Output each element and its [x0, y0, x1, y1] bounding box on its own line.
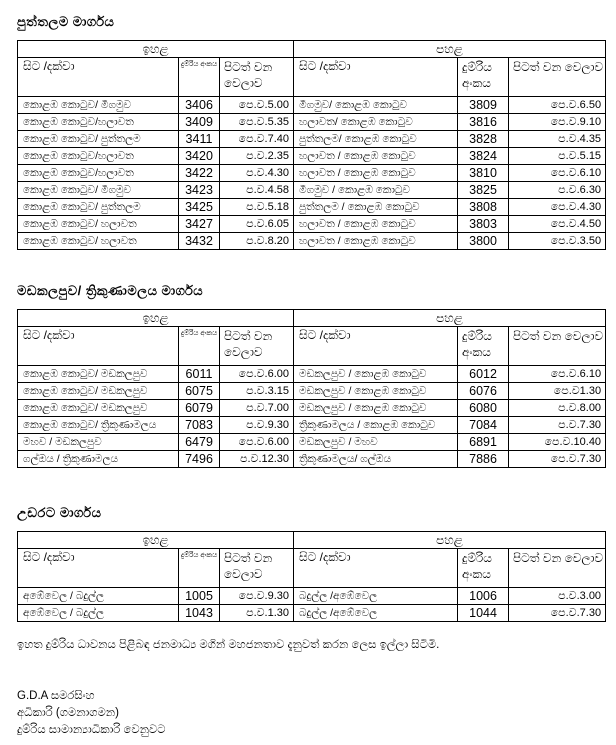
time-cell: ප.ව.8.00 [509, 400, 606, 417]
direction-header-row [18, 310, 606, 327]
table-row [18, 233, 606, 250]
route-cell: කොළඹ කොටුව/ මඩකලපුව [18, 366, 179, 383]
route-cell: කොළඹ කොටුව/ ත්‍රිකුණාමලය [18, 417, 179, 434]
time-cell: පෙ.ව.9.10 [509, 114, 606, 131]
route-cell: අඹේවෙල / බදුල්ල [18, 605, 179, 622]
time-cell: පෙ.ව.7.30 [509, 605, 606, 622]
train-no-cell: 3422 [179, 165, 220, 182]
time-cell: පෙ.ව.7.40 [220, 131, 294, 148]
route-cell: කොළඹ කොටුව/ හලාවත [18, 216, 179, 233]
route-cell: මඩකලපුව / මහව [294, 434, 458, 451]
table-row [18, 605, 606, 622]
train-no-cell: 6479 [179, 434, 220, 451]
train-no-cell: 7084 [458, 417, 509, 434]
route-cell: කොළඹ කොටුව/ මඩකලපුව [18, 383, 179, 400]
route-cell: මහව / මඩකලපුව [18, 434, 179, 451]
route-cell: කොළඹ කොටුව/හලාවත [18, 114, 179, 131]
train-no-cell: 3425 [179, 199, 220, 216]
train-no-cell: 1005 [179, 588, 220, 605]
train-no-cell: 1043 [179, 605, 220, 622]
route-cell: කොළඹ කොටුව/හලාවත [18, 165, 179, 182]
time-cell: පෙ.ව.6.10 [509, 366, 606, 383]
table-row [18, 97, 606, 114]
time-cell: ප.ව.7.30 [509, 417, 606, 434]
time-cell: ප.ව.8.20 [220, 233, 294, 250]
time-cell: ප.ව.6.30 [509, 182, 606, 199]
train-no-cell: 3406 [179, 97, 220, 114]
train-no-cell: 6080 [458, 400, 509, 417]
route-column-header: සිට /දක්වා [18, 327, 179, 366]
route-cell: කොළඹ කොටුව/ හලාවත [18, 233, 179, 250]
route-cell: කොළඹ කොටුව/ මීගමුව [18, 97, 179, 114]
train-no-column-header: දුම්රිය අංකය [179, 58, 220, 97]
train-no-cell: 3420 [179, 148, 220, 165]
route-column-header: සිට /දක්වා [294, 327, 458, 366]
train-no-column-header: දුම්රිය අංකය [458, 58, 509, 97]
table-row [18, 383, 606, 400]
table-row [18, 366, 606, 383]
time-cell: පෙ.ව1.30 [509, 383, 606, 400]
time-cell: ප.ව.2.35 [220, 148, 294, 165]
down-direction-header: පහළ [294, 310, 606, 327]
train-no-cell: 6891 [458, 434, 509, 451]
timetable-upcountry [17, 531, 606, 622]
time-column-header: පිටත් වන වෙලාව [220, 327, 294, 366]
time-cell: ප.ව.4.58 [220, 182, 294, 199]
route-cell: අඹේවෙල / බදුල්ල [18, 588, 179, 605]
table-row [18, 148, 606, 165]
time-cell: පෙ.ව.4.30 [509, 199, 606, 216]
time-cell: ප.ව.9.30 [220, 417, 294, 434]
train-no-cell: 6079 [179, 400, 220, 417]
train-no-cell: 3427 [179, 216, 220, 233]
route-column-header: සිට /දක්වා [18, 58, 179, 97]
route-cell: මඩකලපුව / කොළඹ කොටුව [294, 400, 458, 417]
down-direction-header: පහළ [294, 532, 606, 549]
time-cell: පෙ.ව.5.35 [220, 114, 294, 131]
up-direction-header: ඉහළ [18, 532, 294, 549]
table-row [18, 451, 606, 468]
train-no-cell: 3423 [179, 182, 220, 199]
time-cell: ප.ව.1.30 [220, 605, 294, 622]
time-cell: පෙ.ව.6.50 [509, 97, 606, 114]
route-cell: පුත්තලම/ කොළඹ කොටුව [294, 131, 458, 148]
time-column-header: පිටත් වන වෙලාව [509, 58, 606, 97]
time-cell: පෙ.ව.6.00 [220, 434, 294, 451]
train-no-cell: 6012 [458, 366, 509, 383]
time-cell: පෙ.ව.7.30 [509, 451, 606, 468]
train-no-cell: 3409 [179, 114, 220, 131]
time-cell: පෙ.ව.5.00 [220, 97, 294, 114]
table-row [18, 182, 606, 199]
train-no-cell: 6076 [458, 383, 509, 400]
train-no-column-header: දුම්රිය අංකය [458, 327, 509, 366]
table-row [18, 114, 606, 131]
table-row [18, 417, 606, 434]
time-cell: පෙ.ව.6.00 [220, 366, 294, 383]
train-no-cell: 3432 [179, 233, 220, 250]
time-cell: ප.ව.5.18 [220, 199, 294, 216]
route-cell: කොළඹ කොටුව/ පුත්තලම [18, 199, 179, 216]
timetable-puttalam [17, 40, 606, 250]
route-cell: හලාවත / කොළඹ කොටුව [294, 216, 458, 233]
table-row [18, 400, 606, 417]
down-direction-header: පහළ [294, 41, 606, 58]
route-cell: හලාවත / කොළඹ කොටුව [294, 148, 458, 165]
time-column-header: පිටත් වන වෙලාව [220, 549, 294, 588]
train-no-cell: 3808 [458, 199, 509, 216]
route-cell: කොළඹ කොටුව/ මඩකලපුව [18, 400, 179, 417]
time-cell: ප.ව.4.30 [220, 165, 294, 182]
up-direction-header: ඉහළ [18, 41, 294, 58]
route-cell: පුත්තලම / කොළඹ කොටුව [294, 199, 458, 216]
time-cell: ප.ව.6.05 [220, 216, 294, 233]
table-row [18, 434, 606, 451]
time-column-header: පිටත් වන වෙලාව [220, 58, 294, 97]
route-title-upcountry: උඩරට මාර්ගය [17, 505, 102, 520]
up-direction-header: ඉහළ [18, 310, 294, 327]
route-cell: බදුල්ල /අඹේවෙල [294, 605, 458, 622]
column-header-row [18, 58, 606, 97]
train-no-cell: 1044 [458, 605, 509, 622]
route-cell: ගල්ඔය / ත්‍රිකුණාමලය [18, 451, 179, 468]
public-notice-text: ඉහත දුම්රිය ධාවනය පිළිබඳ ජනමාධ්‍ය මගින් මහජනතාව දැනුවත් කරන ලෙස ඉල්ලා සිටිමි. [17, 639, 440, 651]
direction-header-row [18, 532, 606, 549]
route-cell: බදුල්ල /අඹේවෙල [294, 588, 458, 605]
signatory-on-behalf: දුම්රිය සාමාන්‍යාධිකාරි වෙනුවට [17, 724, 166, 736]
time-cell: පෙ.ව.6.10 [509, 165, 606, 182]
train-no-cell: 3809 [458, 97, 509, 114]
timetable-batticaloa-trinco [17, 309, 606, 468]
route-cell: හලාවත/ කොළඹ කොටුව [294, 114, 458, 131]
route-cell: කොළඹ කොටුව/හලාවත [18, 148, 179, 165]
time-cell: ප.ව.3.00 [509, 588, 606, 605]
route-column-header: සිට /දක්වා [18, 549, 179, 588]
train-no-cell: 6011 [179, 366, 220, 383]
train-no-cell: 7886 [458, 451, 509, 468]
time-cell: පෙ.ව.3.50 [509, 233, 606, 250]
time-cell: ප.ව.7.00 [220, 400, 294, 417]
table-row [18, 216, 606, 233]
train-no-cell: 3810 [458, 165, 509, 182]
time-cell: පෙ.ව.9.30 [220, 588, 294, 605]
train-no-cell: 3828 [458, 131, 509, 148]
time-cell: ප.ව.3.15 [220, 383, 294, 400]
column-header-row [18, 327, 606, 366]
time-column-header: පිටත් වන වෙලාව [509, 549, 606, 588]
time-column-header: පිටත් වන වෙලාව [509, 327, 606, 366]
table-row [18, 588, 606, 605]
route-cell: මීගමුව/ කොළඹ කොටුව [294, 97, 458, 114]
route-cell: මඩකලපුව / කොළඹ කොටුව [294, 366, 458, 383]
time-cell: ප.ව.12.30 [220, 451, 294, 468]
train-no-column-header: දුම්රිය අංකය [458, 549, 509, 588]
route-cell: මඩකලපුව / කොළඹ කොටුව [294, 383, 458, 400]
column-header-row [18, 549, 606, 588]
route-column-header: සිට /දක්වා [294, 549, 458, 588]
route-cell: කොළඹ කොටුව/ පුත්තලම [18, 131, 179, 148]
direction-header-row [18, 41, 606, 58]
route-cell: කොළඹ කොටුව/ මීගමුව [18, 182, 179, 199]
route-cell: හලාවත / කොළඹ කොටුව [294, 233, 458, 250]
time-cell: ප.ව.4.35 [509, 131, 606, 148]
route-title-puttalam: පුත්තලම මාර්ගය [17, 14, 115, 29]
time-cell: පෙ.ව.10.40 [509, 434, 606, 451]
signature-block [17, 688, 616, 739]
signatory-name: G.D.A සමරසිංහ [17, 690, 95, 702]
train-no-cell: 7083 [179, 417, 220, 434]
route-title-batticaloa-trinco: මඩකලපුව/ ත්‍රිකුණාමලය මාර්ගය [17, 283, 204, 298]
table-row [18, 199, 606, 216]
train-no-cell: 7496 [179, 451, 220, 468]
train-no-cell: 6075 [179, 383, 220, 400]
train-no-cell: 3803 [458, 216, 509, 233]
train-no-cell: 3825 [458, 182, 509, 199]
table-row [18, 131, 606, 148]
train-no-cell: 3800 [458, 233, 509, 250]
route-cell: ත්‍රිකුණාමලය / කොළඹ කොටුව [294, 417, 458, 434]
table-row [18, 165, 606, 182]
route-cell: හලාවත / කොළඹ කොටුව [294, 165, 458, 182]
route-cell: ත්‍රිකුණාමලය/ ගල්ඔය [294, 451, 458, 468]
train-no-column-header: දුම්රිය අංකය [179, 327, 220, 366]
route-column-header: සිට /දක්වා [294, 58, 458, 97]
train-no-cell: 3824 [458, 148, 509, 165]
train-no-column-header: දුම්රිය අංකය [179, 549, 220, 588]
time-cell: පෙ.ව.4.50 [509, 216, 606, 233]
time-cell: ප.ව.5.15 [509, 148, 606, 165]
train-no-cell: 1006 [458, 588, 509, 605]
train-no-cell: 3411 [179, 131, 220, 148]
train-no-cell: 3816 [458, 114, 509, 131]
signatory-position: අධිකාරි (ගමනාගමන) [17, 707, 119, 719]
route-cell: මීගමුව / කොළඹ කොටුව [294, 182, 458, 199]
